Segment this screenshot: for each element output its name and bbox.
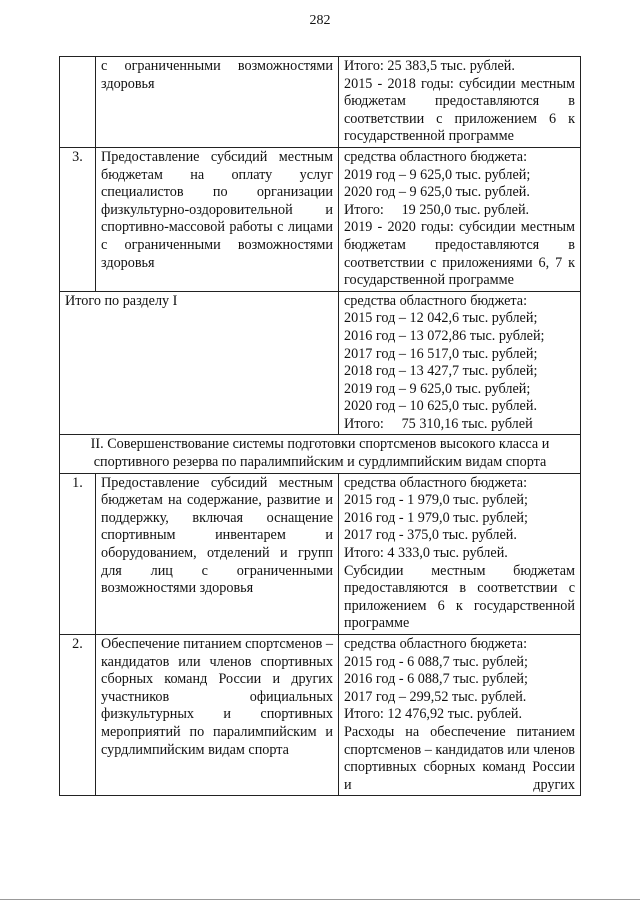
table-row: [60, 435, 581, 473]
page-edge-line: [0, 899, 640, 900]
funding-line: 2017 год - 375,0 тыс. рублей.: [344, 527, 517, 544]
row-funding: [339, 635, 581, 796]
row-funding: [339, 291, 581, 435]
section-heading: II. Совершенствование системы подготовки спортсменов высокого класса и спортивного резерва по паралимпийским и сурдлимпийским видам спорта: [60, 435, 581, 473]
funding-note: Расходы на обеспечение питанием спортсменов – кандидатов или членов спортивных сборных команд России и других: [344, 723, 575, 793]
row-description: Предоставление субсидий местным бюджетам на оплату услуг специалистов по организации физкультурно-оздоровительной и спортивно-массовой работы с лицами с ограниченными возможностями здоровья: [96, 147, 339, 291]
row-description: Предоставление субсидий местным бюджетам на содержание, развитие и поддержку, включая оснащение спортивным инвентарем и оборудованием, отделений и групп для лиц с ограниченными возможностями здоровья: [96, 473, 339, 634]
table-row: [60, 291, 581, 435]
funding-line: 2019 год – 9 625,0 тыс. рублей;: [344, 166, 531, 183]
table-row: [60, 147, 581, 291]
funding-line: 2016 год – 13 072,86 тыс. рублей;: [344, 327, 545, 344]
row-number: 2.: [60, 635, 96, 796]
row-number: 3.: [60, 147, 96, 291]
funding-line: 2016 год - 1 979,0 тыс. рублей;: [344, 509, 528, 526]
row-funding: [339, 147, 581, 291]
funding-line: 2015 год - 6 088,7 тыс. рублей;: [344, 653, 528, 670]
row-number: [60, 57, 96, 148]
program-table: [59, 56, 581, 796]
funding-line: средства областного бюджета:: [344, 292, 528, 309]
row-funding: [339, 57, 581, 148]
funding-line: 2015 год – 12 042,6 тыс. рублей;: [344, 310, 538, 327]
funding-line: 2020 год – 9 625,0 тыс. рублей.: [344, 184, 530, 201]
funding-note: Субсидии местным бюджетам предоставляются в соответствии с приложением 6 к государственной программе: [344, 562, 575, 632]
funding-line: средства областного бюджета:: [344, 636, 528, 652]
funding-line: Итого: 19 250,0 тыс. рублей.: [344, 201, 530, 218]
funding-line: средства областного бюджета:: [344, 148, 528, 165]
funding-line: Итого: 75 310,16 тыс. рублей: [344, 415, 533, 432]
funding-line: 2018 год – 13 427,7 тыс. рублей;: [344, 363, 538, 380]
section-total-label: Итого по разделу I: [60, 291, 339, 435]
funding-line: 2015 год - 1 979,0 тыс. рублей;: [344, 492, 528, 509]
funding-note: 2019 - 2020 годы: субсидии местным бюджетам предоставляются в соответствии с приложениями 6, 7 к государственной программе: [344, 219, 575, 289]
funding-line: Итого: 4 333,0 тыс. рублей.: [344, 545, 508, 562]
funding-line: 2017 год – 299,52 тыс. рублей.: [344, 688, 527, 705]
table-row: [60, 473, 581, 634]
funding-line: 2017 год – 16 517,0 тыс. рублей;: [344, 345, 538, 362]
funding-line: 2020 год – 10 625,0 тыс. рублей.: [344, 398, 537, 415]
page-number: 282: [309, 13, 331, 28]
row-description: Обеспечение питанием спортсменов – кандидатов или членов спортивных сборных команд России и других участников официальных физкультурных и спортивных мероприятий по паралимпийским и сурдлимпийским видам спорта: [96, 635, 339, 796]
row-description: с ограниченными возможностями здоровья: [96, 57, 339, 148]
funding-line: Итого: 12 476,92 тыс. рублей.: [344, 706, 523, 723]
table-row: [60, 635, 581, 796]
funding-line: 2016 год - 6 088,7 тыс. рублей;: [344, 671, 528, 688]
table-row: [60, 57, 581, 148]
row-funding: [339, 473, 581, 634]
funding-line: 2019 год – 9 625,0 тыс. рублей;: [344, 380, 531, 397]
funding-note: 2015 - 2018 годы: субсидии местным бюджетам предоставляются в соответствии с приложением 6 к государственной программе: [344, 75, 575, 145]
funding-line: средства областного бюджета:: [344, 474, 528, 491]
row-number: 1.: [60, 473, 96, 634]
funding-line: Итого: 25 383,5 тыс. рублей.: [344, 58, 515, 74]
